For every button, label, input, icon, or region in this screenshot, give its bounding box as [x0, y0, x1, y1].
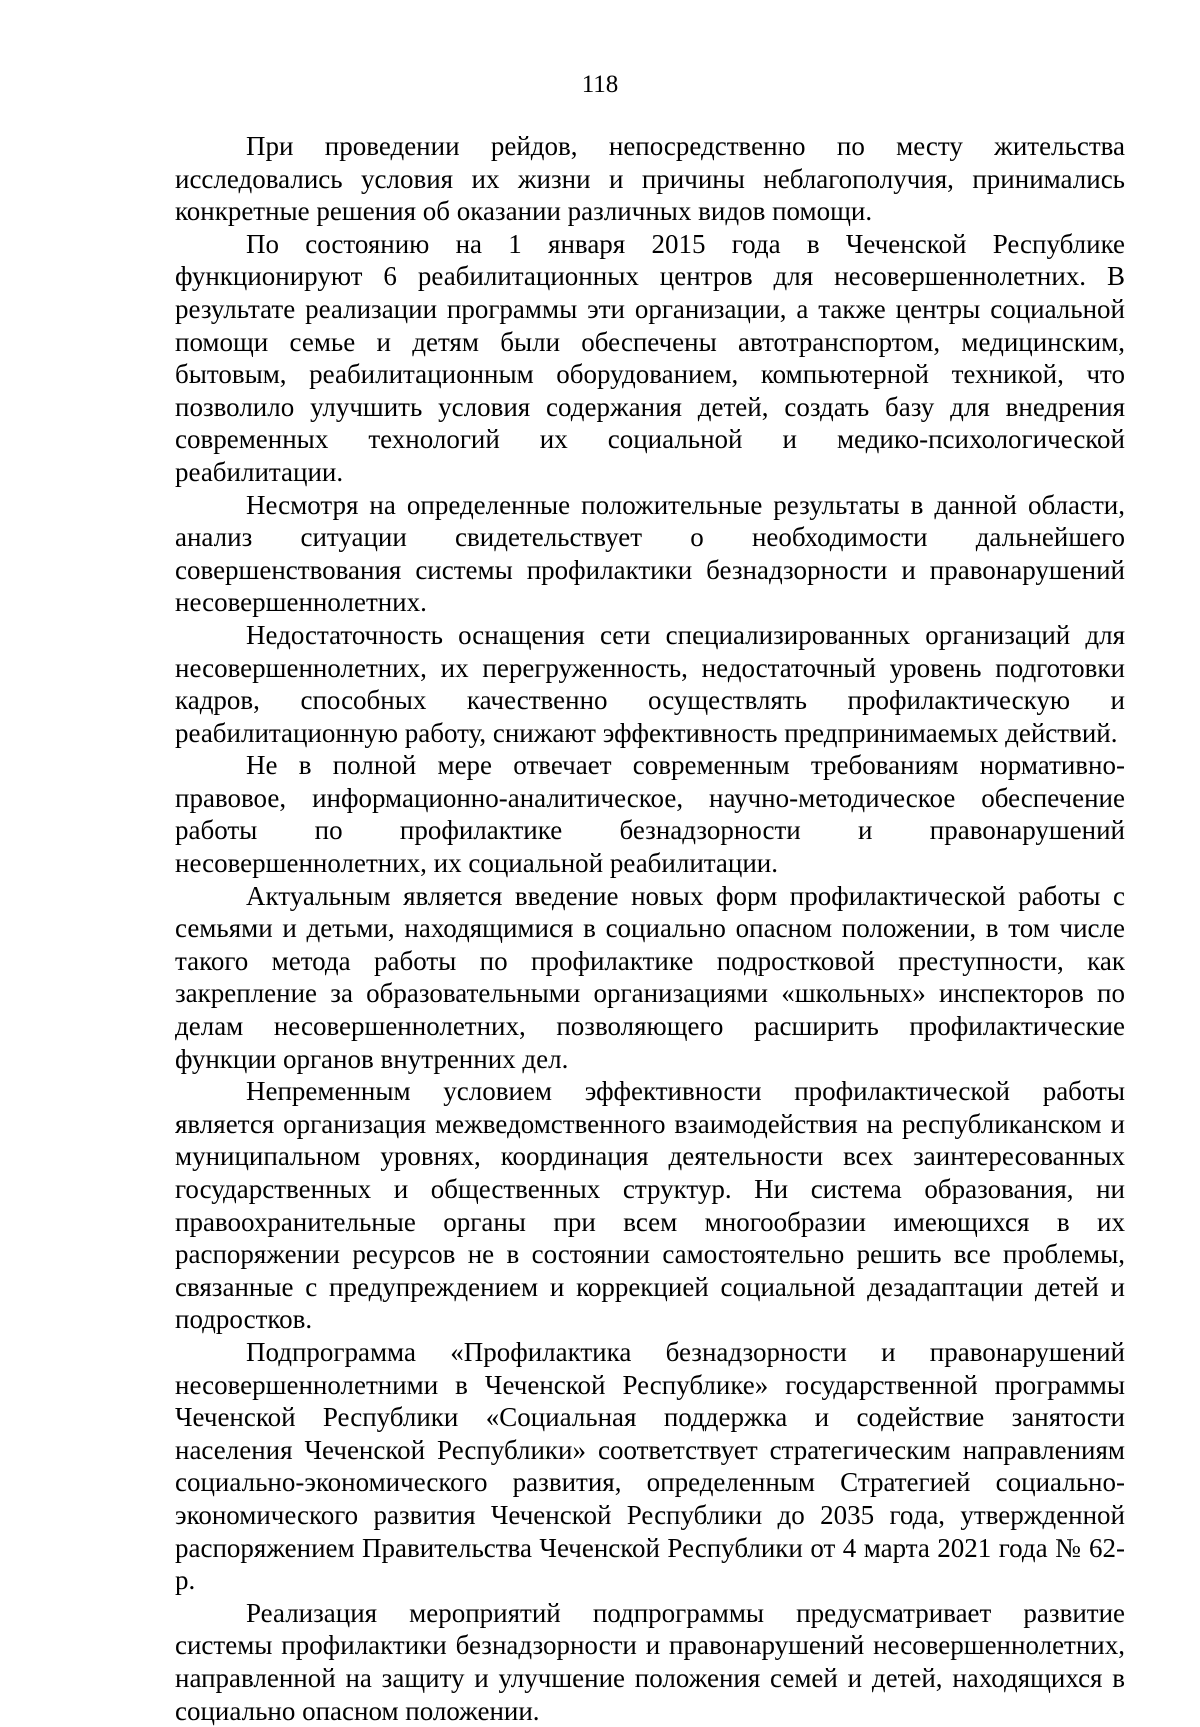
paragraph-subprogram: Подпрограмма «Профилактика безнадзорности и правонарушений несовершеннолетними в Чеченской Республике» государственной программы Чеченской Республики «Социальная поддержка и содействие занятости населения Чеченской Республики» соответствует стратегическим направлениям социально-экономического развития, определенным Стратегией социально-экономического развития Чеченской Республики до 2035 года, утвержденной распоряжением Правительства Чеченской Республики от 4 марта 2021 года № 62-р. [175, 1336, 1125, 1596]
document-body [175, 130, 1125, 1727]
paragraph-implementation: Реализация мероприятий подпрограммы предусматривает развитие системы профилактики безнадзорности и правонарушений несовершеннолетних, направленной на защиту и улучшение положения семей и детей, находящихся в социально опасном положении. [175, 1597, 1125, 1726]
paragraph-raids: При проведении рейдов, непосредственно по месту жительства исследовались условия их жизни и причины неблагополучия, принимались конкретные решения об оказании различных видов помощи. [175, 131, 1125, 227]
paragraph-rehabilitation-centers: По состоянию на 1 января 2015 года в Чеченской Республике функционируют 6 реабилитационных центров для несовершеннолетних. В результате реализации программы эти организации, а также центры социальной помощи семье и детям были обеспечены автотранспортом, медицинским, бытовым, реабилитационным оборудованием, компьютерной техникой, что позволило улучшить условия содержания детей, создать базу для внедрения современных технологий их социальной и медико-психологической реабилитации. [175, 228, 1125, 487]
page-number: 118 [581, 71, 619, 98]
paragraph-analysis: Несмотря на определенные положительные результаты в данной области, анализ ситуации свидетельствует о необходимости дальнейшего совершенствования системы профилактики безнадзорности и правонарушений несовершеннолетних. [175, 489, 1125, 618]
paragraph-new-forms: Актуальным является введение новых форм профилактической работы с семьями и детьми, находящимися в социально опасном положении, в том числе такого метода работы по профилактике подростковой преступности, как закрепление за образовательными организациями «школьных» инспекторов по делам несовершеннолетних, позволяющего расширить профилактические функции органов внутренних дел. [175, 880, 1125, 1074]
paragraph-interagency: Непременным условием эффективности профилактической работы является организация межведомственного взаимодействия на республиканском и муниципальном уровнях, координация деятельности всех заинтересованных государственных и общественных структур. Ни система образования, ни правоохранительные органы при всем многообразии имеющихся в их распоряжении ресурсов не в состоянии самостоятельно решить все проблемы, связанные с предупреждением и коррекцией социальной дезадаптации детей и подростков. [175, 1076, 1125, 1335]
paragraph-insufficiency: Недостаточность оснащения сети специализированных организаций для несовершеннолетних, их перегруженность, недостаточный уровень подготовки кадров, способных качественно осуществлять профилактическую и реабилитационную работу, снижают эффективность предпринимаемых действий. [175, 619, 1125, 748]
paragraph-regulatory-support: Не в полной мере отвечает современным требованиям нормативно-правовое, информационно-аналитическое, научно-методическое обеспечение работы по профилактике безнадзорности и правонарушений несовершеннолетних, их социальной реабилитации. [175, 750, 1125, 879]
